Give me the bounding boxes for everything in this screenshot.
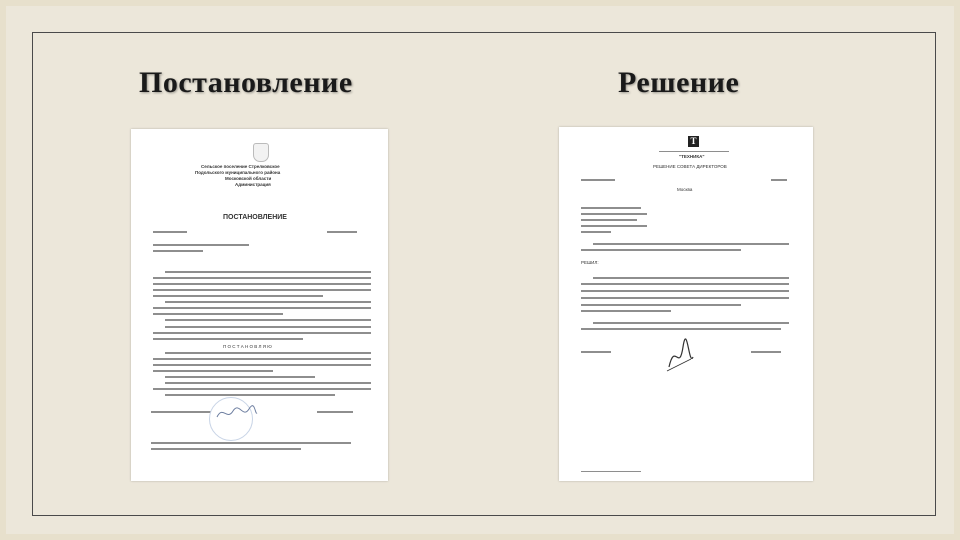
doc-right-company-name: "ТЕХНИКА": [679, 154, 705, 159]
doc-right-place: Москва: [677, 187, 693, 192]
reshenie-document-image: [559, 127, 813, 481]
doc-left-title: ПОСТАНОВЛЕНИЕ: [223, 214, 287, 221]
doc-left-header-line-3: Московской области: [225, 176, 272, 181]
right-title: Решение: [618, 66, 740, 99]
doc-right-title: РЕШЕНИЕ СОВЕТА ДИРЕКТОРОВ: [653, 164, 727, 169]
left-title: Постановление: [139, 66, 353, 99]
doc-left-header-line-4: Администрация: [235, 182, 271, 187]
doc-right-resolved: РЕШИЛ:: [581, 260, 599, 265]
signature-image: [215, 403, 259, 423]
company-logo-icon: Т: [688, 136, 699, 147]
doc-left-header-line-1: Сельское поселение Стрелковское: [201, 164, 280, 169]
doc-left-header-line-2: Подольского муниципального района: [195, 170, 281, 175]
doc-left-decree-heading: П О С Т А Н О В Л Я Ю: [223, 344, 272, 349]
coat-of-arms-icon: [253, 143, 269, 162]
postanovlenie-document-image: [131, 129, 388, 481]
director-signature-image: [665, 337, 695, 377]
